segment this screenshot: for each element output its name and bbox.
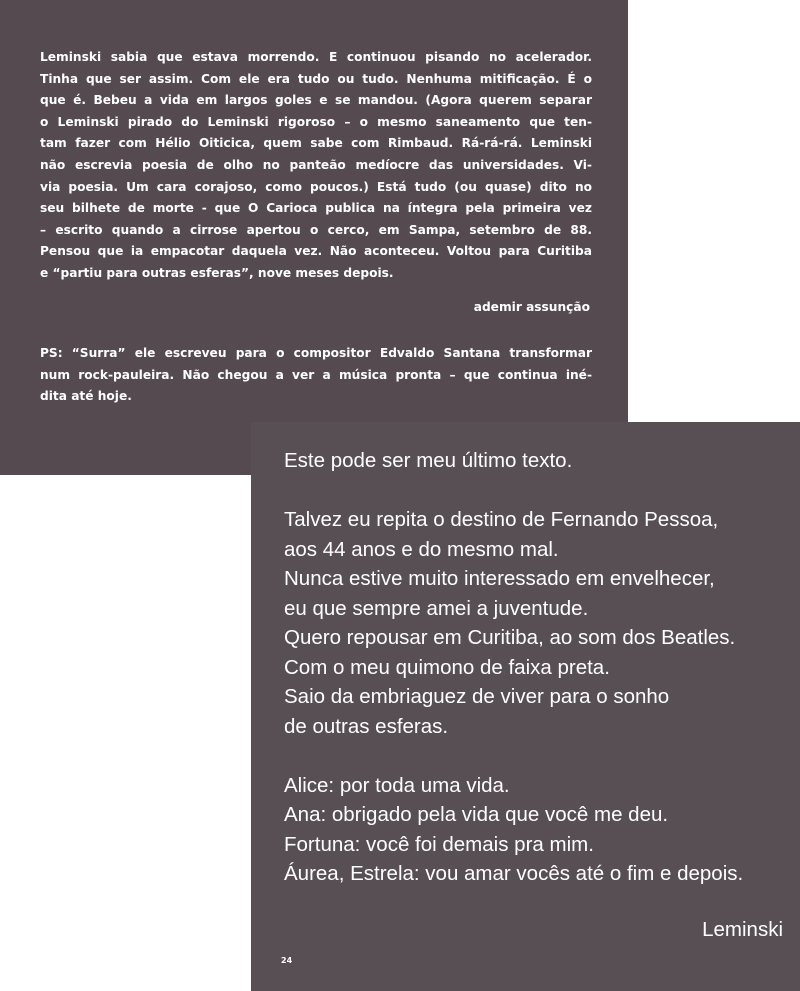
stanza-gap — [284, 741, 794, 771]
article-panel — [0, 0, 628, 475]
article-body — [40, 47, 592, 285]
dedication-line: Alice: por toda uma vida. — [284, 773, 510, 797]
article-line: não escrevia poesia de olho no panteão medíocre das universidades. Vi- — [40, 157, 592, 172]
note-line: Saio da embriaguez de viver para o sonho — [284, 685, 670, 708]
article-line: o Leminski pirado do Leminski rigoroso – o mesmo saneamento que ten- — [40, 114, 592, 129]
postscript-line: dita até hoje. — [40, 389, 132, 404]
dedication-line: Ana: obrigado pela vida que você me deu. — [284, 803, 669, 826]
note-line: Quero repousar em Curitiba, ao som dos Beatles. — [284, 626, 736, 649]
article-line: Pensou que ia empacotar daquela vez. Não aconteceu. Voltou para Curitiba — [40, 244, 592, 259]
article-line: que é. Bebeu a vida em largos goles e se mandou. (Agora querem separar — [40, 93, 592, 108]
note-line: Talvez eu repita o destino de Fernando Pessoa, — [284, 508, 719, 531]
dedication-line: Fortuna: você foi demais pra mim. — [284, 832, 594, 856]
note-line: eu que sempre amei a juventude. — [284, 596, 589, 620]
article-line: – escrito quando a cirrose apertou o cerco, em Sampa, setembro de 88. — [40, 222, 592, 237]
note-signature: Leminski — [702, 918, 783, 941]
note-line: Com o meu quimono de faixa preta. — [284, 655, 610, 679]
article-line: Tinha que ser assim. Com ele era tudo ou tudo. Nenhuma mitificação. É o — [40, 71, 592, 86]
stanza-gap — [284, 476, 794, 506]
postscript-line: num rock-pauleira. Não chegou a ver a música pronta – que continua iné- — [40, 367, 592, 382]
farewell-note-panel — [251, 422, 800, 991]
article-line: seu bilhete de morte - que O Carioca publica na íntegra pela primeira vez — [40, 201, 592, 216]
page-number: 24 — [281, 956, 293, 965]
article-author-signature: ademir assunção — [473, 300, 590, 314]
farewell-note — [284, 446, 794, 889]
note-line: Nunca estive muito interessado em envelhecer, — [284, 567, 715, 590]
note-opening-line: Este pode ser meu último texto. — [284, 449, 573, 472]
dedication-line: Áurea, Estrela: vou amar vocês até o fim e depois. — [284, 862, 744, 885]
article-line: tam fazer com Hélio Oiticica, quem sabe com Rimbaud. Rá-rá-rá. Leminski — [40, 136, 592, 151]
postscript — [40, 343, 592, 408]
article-line: Leminski sabia que estava morrendo. E continuou pisando no acelerador. — [40, 50, 592, 64]
article-line: via poesia. Um cara corajoso, como poucos.) Está tudo (ou quase) dito no — [40, 179, 592, 194]
note-line: aos 44 anos e do mesmo mal. — [284, 537, 559, 561]
article-line: e “partiu para outras esferas”, nove meses depois. — [40, 265, 394, 280]
postscript-line: PS: “Surra” ele escreveu para o compositor Edvaldo Santana transformar — [40, 346, 592, 360]
note-line: de outras esferas. — [284, 714, 449, 738]
